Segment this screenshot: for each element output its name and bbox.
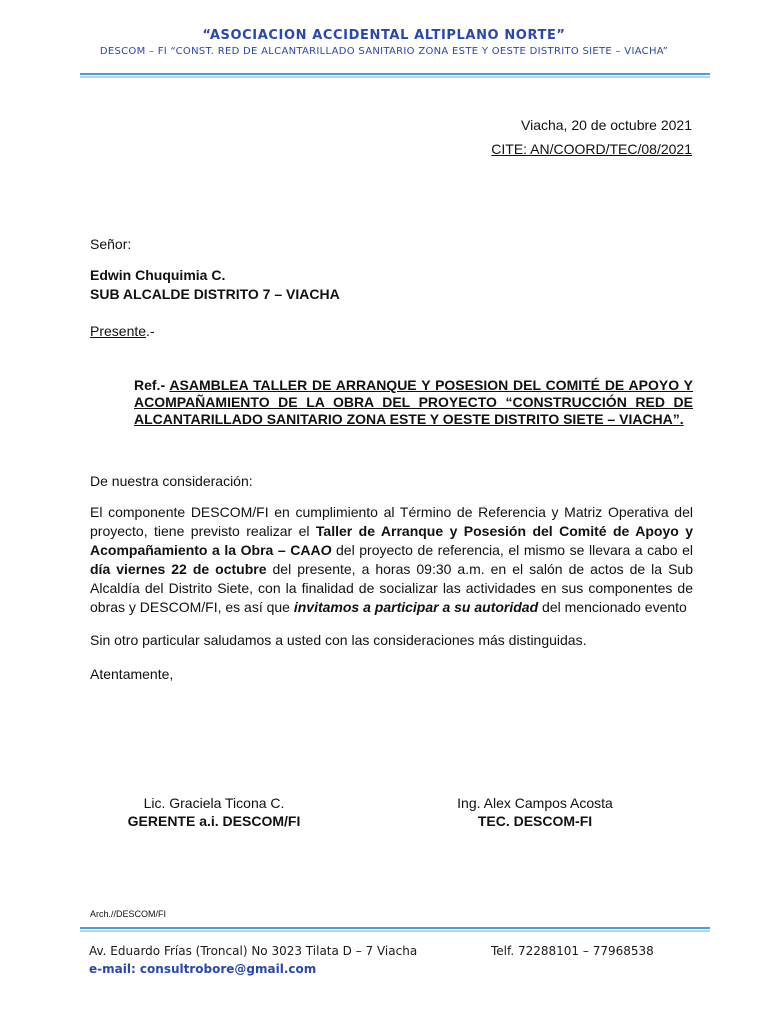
archive-note: Arch.//DESCOM/FI <box>90 909 167 919</box>
footer-divider <box>80 927 710 929</box>
signature-left <box>104 794 324 830</box>
header-divider-shadow <box>80 76 710 78</box>
reference-block <box>134 377 693 428</box>
presente-suffix: .- <box>146 323 155 339</box>
signature-left-role: GERENTE a.i. DESCOM/FI <box>127 813 301 829</box>
event-date: día viernes 22 de octubre <box>90 561 267 577</box>
cite-reference: CITE: AN/COORD/TEC/08/2021 <box>491 141 692 157</box>
recipient-name: Edwin Chuquimia C. <box>90 267 226 283</box>
signature-right-name: Ing. Alex Campos Acosta <box>457 795 613 811</box>
footer-email: e-mail: consultrobore@gmail.com <box>89 962 317 976</box>
greeting: De nuestra consideración: <box>90 473 253 489</box>
header-divider <box>80 73 710 75</box>
signature-left-name: Lic. Graciela Ticona C. <box>143 795 285 811</box>
invitation-text: invitamos a participar a su autoridad <box>293 599 539 615</box>
organization-title: “ASOCIACION ACCIDENTAL ALTIPLANO NORTE” <box>202 28 566 43</box>
recipient-title: SUB ALCALDE DISTRITO 7 – VIACHA <box>90 286 340 302</box>
letter-date: Viacha, 20 de octubre 2021 <box>521 117 692 133</box>
event-name-tail: O <box>320 542 332 558</box>
reference-label: Ref.- <box>134 377 166 393</box>
signature-right <box>425 794 645 830</box>
footer-address: Av. Eduardo Frías (Troncal) No 3023 Tilata D – 7 Viacha <box>89 944 418 958</box>
salutation: Señor: <box>90 236 132 252</box>
body-text-2: del proyecto de referencia, el mismo se llevara a cabo el <box>331 542 693 558</box>
reference-text: ASAMBLEA TALLER DE ARRANQUE Y POSESION DEL COMITÉ DE APOYO Y ACOMPAÑAMIENTO DE LA OBRA DEL PROYECTO “CONSTRUCCIÓN RED DE ALCANTARILLADO SANITARIO ZONA ESTE Y OESTE DISTRITO SIETE – VIACHA”. <box>134 377 694 427</box>
project-subtitle: DESCOM – FI “CONST. RED DE ALCANTARILLADO SANITARIO ZONA ESTE Y OESTE DISTRITO SIETE – VIACHA” <box>99 46 669 57</box>
body-text-4: del mencionado evento <box>538 599 687 615</box>
signature-right-role: TEC. DESCOM-FI <box>477 813 593 829</box>
body-text-3: del presente, a horas 09:30 a.m. en el salón de actos de la Sub Alcaldía del Distrito Siete, con la finalidad de socializar las actividades en sus componentes de obras y DESCOM/FI, es así que <box>90 561 693 615</box>
event-name: Taller de Arranque y Posesión del Comité de Apoyo y Acompañamiento a la Obra – CAA <box>90 523 694 558</box>
footer-phone: Telf. 72288101 – 77968538 <box>491 944 654 958</box>
body-paragraph <box>90 503 693 617</box>
footer-divider-shadow <box>80 930 710 932</box>
closing-atentamente: Atentamente, <box>90 666 174 682</box>
presente-line <box>90 322 155 341</box>
presente-word: Presente <box>90 323 147 339</box>
closing-line: Sin otro particular saludamos a usted con las consideraciones más distinguidas. <box>90 632 587 648</box>
body-text-1: El componente DESCOM/FI en cumplimiento al Término de Referencia y Matriz Operativa del proyecto, tiene previsto realizar el <box>90 504 693 539</box>
